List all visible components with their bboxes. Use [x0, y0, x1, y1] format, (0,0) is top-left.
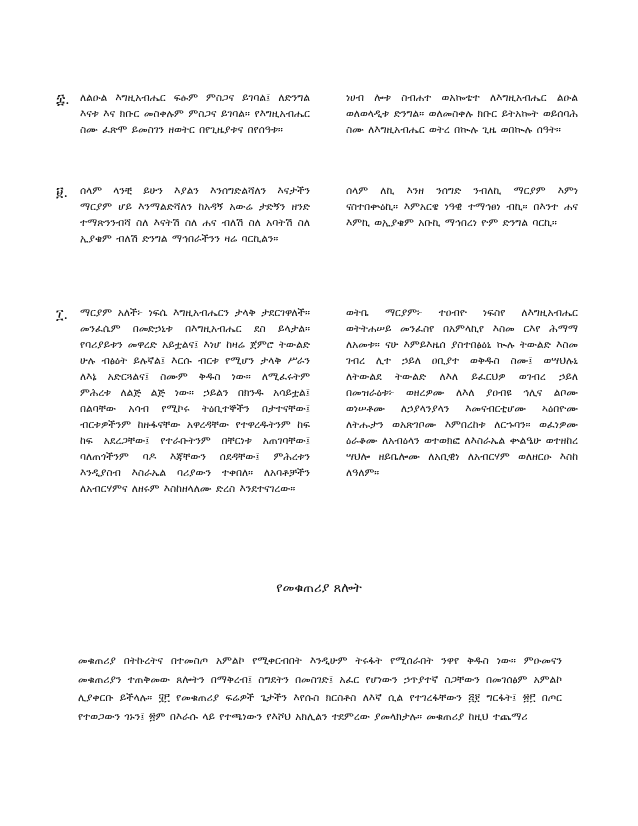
- section-number: ፲.: [56, 307, 68, 323]
- geez-text: ነሀብ ሎቱ ስብሐተ ወአኰቴተ ለእግዚአብሔር ልዑል ወለወላዲቱ ድንግል። ወለመስቀሉ ክቡር ይትአኰት ወይሰባሕ ስሙ ለእግዚአብሔር ወትረ በኲሉ ጊዜ ወበኲሉ ሰዓት።: [346, 92, 578, 136]
- section-10: [56, 305, 576, 565]
- geez-text: ወትቤ ማርያም፦ ተዐብዮ ነፍስየ ለእግዚአብሔር ወትትሐሠይ መንፈስየ በአምላኪየ እስመ ርእየ ሕማማ ለአመቱ። ናሁ እምይእዜሰ ያስተበፅዕኒ ኲሉ ትውልድ እስመ ገብረ ሊተ ኃይለ ዐቢያተ ወቅዱስ ስሙ፤ ወሣህሉኒ ለትውልደ ትውልድ ለእለ ይፈርህዎ ወገብረ ኃይለ በመዝራዕቱ፦ ወዘረዎሙ ለእለ ያዐብዩ ኅሊና ልቦሙ ወነሠቶሙ ለኃያላንያላን እመናብርቲሆሙ ኣዕበዮሙ ለትሑታን ወአጽገቦሙ እምበረከቱ ለርኁባን። ወፈነዎሙ ዕራቆሙ ለአብዕላን ወተወክፎ ለእስራኤል ቍልዔሁ ወተዘከረ ሣህሎ ዘይቤሎሙ ለአቢዊነ ለአብርሃም ወለዘርዑ እስከ ለዓለም።: [346, 307, 578, 479]
- section-number: ፰.: [56, 92, 70, 108]
- amharic-text: ለልዑል እግዚአብሔር ፍፁም ምስጋና ይገባል፤ ለድንግል እናቱ እና ክቡር መስቀሉም ምስጋና ይገባል። የእግዚአብሔር ስሙ ፈጽሞ ይመስገን ዘወትር በየጊዜያቱና በየሰዓቱ።: [80, 92, 310, 136]
- amharic-text: ማርያም አለች፦ ነፍሴ እግዚአብሔርን ታላቅ ታደርገዋለች። መንፈሴም በመድኃኒቱ በእግዚአብሔር ደስ ይላታል። የባሪያይቱን መዋረድ አይቷልና፤ እነሆ ከዛሬ ጀምሮ ትውልድ ሁሉ ብፅዕት ይሉኛል፤ እርሱ ብርቱ የሚሆን ታላቅ ሥራን ለእኔ አድርጓልና፤ ስሙም ቅዱስ ነው። ለሚፈሩትም ምሕረቱ ለልጅ ልጅ ነው። ኃይልን በክንዱ አሳይቷል፤ በልባቸው አሳብ የሚኮሩ ትዕቢተኞችን በታተናቸው፤ ብርቱዎችንም ከዙፋናቸው አዋረዳቸው የተዋረዱትንም ከፍ ከፍ አደረጋቸው፤ የተራቡትንም በቸርነቱ አጠገባቸው፤ ባለጠጎችንም ባዶ እጃቸውን ሰደዳቸው፤ ምሕረቱን እንዲያስብ እስራኤል ባሪያውን ተቀበለ። ለአባቶቻችን ለአብርሃምና ለዘሩም እስከዘላለሙ ድረስ እንደተናገረው።: [80, 307, 310, 495]
- amharic-text: ሰላም ላንቺ ይሁን እያልን እንሰግድልሻለን እናታችን ማርያም ሆይ እንማልድሻለን ከአዳኝ አውሬ ታድኝን ዘንድ ተማጽንንብሻ ስለ እናትሽ ስለ ሐና ብለሽ ስለ አባትሽ ስለ ኢያቄም ብለሽ ድንግል ማኅበራችንን ዛሬ ባርኪልን።: [80, 185, 310, 245]
- section-8: [56, 90, 576, 170]
- section-number: ፱.: [56, 185, 68, 201]
- prayer-paragraph: መቁጠሪያ በትኩረትና በተመስጦ አምልኮ የሚቀርብበት እንዲሁም ትሩፋት የሚሰራበት ንዋየ ቅዱስ ነው። ምዑመናን መቁጠሪያን ተጠቅመው ጸሎትን በማቅረብ፤ ስግደትን በመስገድ፤ አፈር የሆነውን ኃጥያተኛ ስጋቸውን በመገሰፅም አምልኮ ሊያቀርቡ ይችላሉ። ፶፫ የመቁጠሪያ ፍሬዎች ጌታችን እየሱስ ክርስቶስ ለእኛ ሲል የተገረፋቸውን ፭፻ ግርፋት፤ ፳፫ በጦር የተወጋውን ጎኑን፤ ፳ም በእራሱ ላይ የተጫነውን የእሾህ አክሊልን ተደምረው ያመላክታሉ። መቁጠሪያ ከዚህ ተጨማሪ: [78, 655, 562, 723]
- geez-text: ሰላም ለኪ እንዘ ንሰግድ ንብለኪ ማርያም እምነ ናስተበቍዕኪ። እምአርዌ ነዓዊ ተማኅፀነ ብኪ። በእንተ ሐና እምኪ ወኢያቄም አቡኪ ማኅበረነ ዮም ድንግል ባርኪ።: [346, 185, 578, 229]
- section-9: [56, 183, 576, 293]
- section-heading: የመቁጠሪያ ጸሎት: [276, 581, 362, 596]
